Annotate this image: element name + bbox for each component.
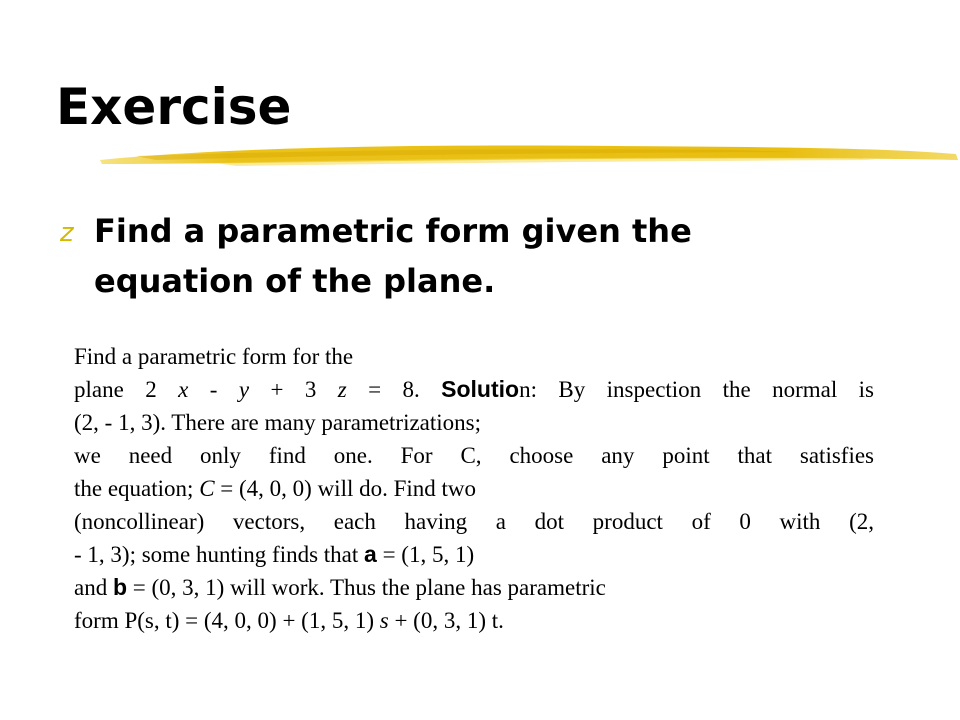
title-underline-brushstroke	[96, 138, 960, 178]
body-line-7: - 1, 3); some hunting finds that a = (1, 5, 1)	[74, 541, 475, 567]
z-bullet-icon: z	[60, 218, 74, 248]
vector-a: a	[364, 541, 377, 567]
bullet-text	[94, 206, 920, 306]
bullet-text-line-2: equation of the plane.	[94, 262, 496, 300]
body-line-1: Find a parametric form for the	[74, 344, 354, 369]
bullet-item	[60, 206, 920, 306]
bullet-text-line-1: Find a parametric form given the	[94, 212, 692, 250]
body-line-2: plane 2 x - y + 3 z = 8. Solution: By inspection the normal is	[74, 376, 874, 402]
body-line-4: we need only find one. For C, choose any point that satisfies	[74, 443, 874, 468]
solution-label: Solutio	[441, 376, 520, 402]
body-line-8: and b = (0, 3, 1) will work. Thus the plane has parametric	[74, 574, 606, 600]
vector-b: b	[112, 574, 128, 600]
slide-title: Exercise	[56, 78, 292, 136]
solution-text	[74, 340, 874, 637]
body-line-6: (noncollinear) vectors, each having a dot product of 0 with (2,	[74, 509, 874, 534]
body-line-3: (2, - 1, 3). There are many parametrizations;	[74, 410, 482, 435]
body-line-5: the equation; C = (4, 0, 0) will do. Find two	[74, 476, 477, 501]
body-line-9: form P(s, t) = (4, 0, 0) + (1, 5, 1) s + (0, 3, 1) t.	[74, 608, 504, 633]
